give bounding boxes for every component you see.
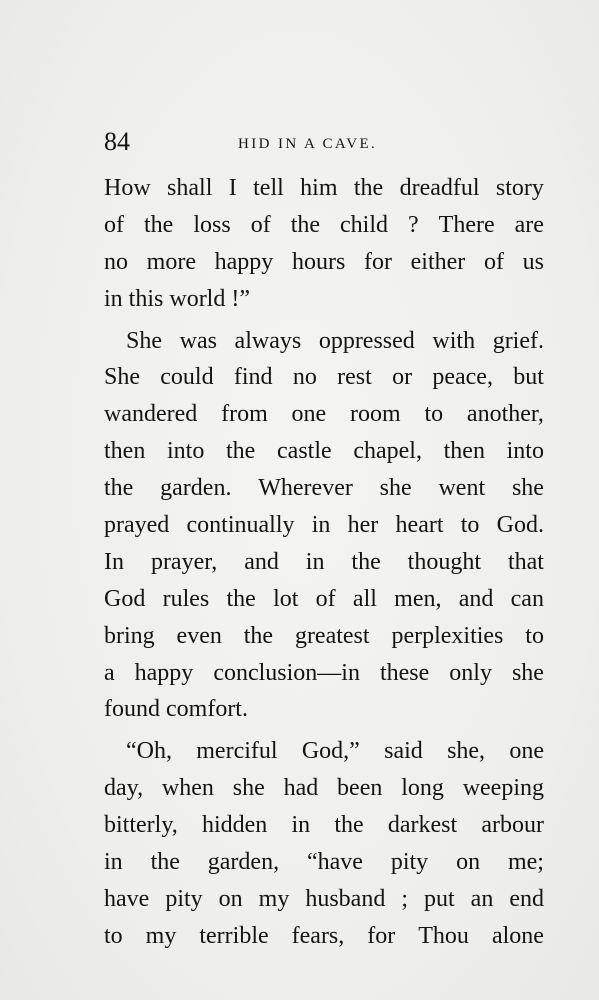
word: ; (401, 885, 408, 912)
word: to (104, 922, 123, 949)
word: room (349, 401, 401, 428)
word: rest (337, 364, 372, 391)
word: continually (186, 512, 295, 539)
word: in (311, 512, 331, 539)
word: “have (306, 849, 363, 876)
word: only (449, 659, 492, 686)
word: comfort. (166, 696, 248, 723)
text-line (104, 733, 544, 770)
word: the (243, 622, 274, 649)
word: the (150, 849, 180, 876)
word: the (290, 211, 321, 238)
word: had (283, 775, 319, 802)
word: always (234, 327, 302, 354)
word: put (424, 885, 455, 912)
word: God (104, 585, 146, 612)
word: How (104, 175, 151, 201)
word: this (128, 285, 164, 312)
text-line (104, 433, 544, 470)
word: story (495, 175, 544, 201)
word: but (513, 364, 544, 391)
word: tell (253, 175, 284, 201)
word: lot (273, 585, 299, 612)
word: she (511, 659, 544, 686)
word: went (438, 475, 486, 502)
word: no (292, 364, 317, 391)
word: terrible (199, 922, 269, 949)
word: arbour (481, 812, 544, 839)
word: “Oh, (126, 738, 172, 765)
word: God,” (301, 738, 360, 765)
word: shall (167, 175, 213, 201)
word: wandered (104, 401, 198, 428)
word: of (315, 585, 336, 612)
word: of (250, 211, 271, 238)
word: !” (231, 285, 251, 312)
word: one (509, 738, 544, 765)
word: more (146, 248, 196, 275)
word: into (506, 438, 544, 465)
word: she (379, 475, 412, 502)
word: rules (162, 585, 210, 612)
word: fears, (291, 922, 345, 949)
word: a (104, 659, 115, 686)
word: dreadful (399, 175, 480, 201)
word: could (160, 364, 214, 391)
word: even (176, 622, 222, 649)
word: husband (305, 885, 386, 912)
word: weeping (462, 775, 544, 802)
word: darkest (387, 812, 458, 839)
word: or (392, 364, 413, 391)
word: of (104, 211, 124, 238)
text-line (104, 691, 544, 728)
text-line (104, 244, 544, 281)
word: find (233, 364, 273, 391)
word: long (401, 775, 444, 802)
word: in (104, 285, 123, 312)
word: ? (408, 211, 419, 238)
word: perplexities (391, 622, 504, 649)
word: another, (466, 401, 544, 428)
word: to (424, 401, 444, 428)
word: garden, (207, 849, 280, 876)
word: pity (390, 849, 429, 876)
text-line (104, 359, 544, 396)
text-line (104, 323, 544, 360)
text-line (104, 507, 544, 544)
word: to (460, 512, 480, 539)
word: for (367, 922, 396, 949)
word: to (525, 622, 544, 649)
word: Thou (418, 922, 469, 949)
word: are (514, 211, 544, 238)
word: no (104, 248, 128, 275)
word: peace, (432, 364, 493, 391)
word: hidden (201, 812, 268, 839)
word: merciful (196, 738, 278, 765)
word: she, (447, 738, 486, 765)
text-line (104, 881, 544, 918)
body-text (104, 170, 544, 955)
word: into (167, 438, 205, 465)
word: for (364, 248, 392, 275)
word: castle (277, 438, 332, 465)
text-line (104, 581, 544, 618)
word: happy (214, 248, 274, 275)
word: prayed (104, 512, 170, 539)
text-line (104, 544, 544, 581)
word: my (258, 885, 290, 912)
word: can (510, 585, 544, 612)
word: garden. (160, 475, 232, 502)
word: world (169, 285, 226, 312)
word: bring (104, 622, 155, 649)
word: the (334, 812, 364, 839)
word: day, (104, 775, 144, 802)
word: men, (394, 585, 442, 612)
word: me; (507, 849, 544, 876)
word: conclusion—in (213, 659, 360, 686)
text-line (104, 396, 544, 433)
text-line (104, 470, 544, 507)
word: chapel, (353, 438, 422, 465)
word: said (384, 738, 423, 765)
word: thought (407, 548, 482, 575)
word: on (456, 849, 481, 876)
word: my (145, 922, 177, 949)
text-line (104, 770, 544, 807)
word: she (511, 475, 544, 502)
text-line (104, 807, 544, 844)
word: grief. (492, 327, 544, 354)
word: in (305, 548, 325, 575)
word: in (104, 849, 123, 876)
word: with (432, 327, 476, 354)
word: loss (193, 211, 231, 238)
word: Wherever (258, 475, 353, 502)
page-header (104, 124, 544, 160)
word: us (522, 248, 544, 275)
word: from (221, 401, 268, 428)
word: her (347, 512, 379, 539)
word: in (291, 812, 311, 839)
word: an (470, 885, 494, 912)
text-line (104, 170, 544, 207)
text-line (104, 281, 544, 318)
word: end (509, 885, 544, 912)
word: and (458, 585, 494, 612)
word: child (340, 211, 389, 238)
word: the (104, 475, 134, 502)
word: the (144, 211, 174, 238)
page-number: 84 (104, 127, 130, 156)
text-line (104, 618, 544, 655)
word: these (379, 659, 430, 686)
word: In (104, 548, 124, 575)
word: oppressed (318, 327, 415, 354)
word: was (179, 327, 217, 354)
word: been (337, 775, 383, 802)
word: one (291, 401, 327, 428)
word: God. (496, 512, 544, 539)
word: She (126, 327, 162, 354)
word: that (507, 548, 544, 575)
word: have (104, 885, 150, 912)
word: I (228, 175, 237, 201)
word: pity (165, 885, 203, 912)
text-line (104, 207, 544, 244)
word: then (443, 438, 485, 465)
text-line (104, 918, 544, 955)
word: prayer, (150, 548, 218, 575)
word: found (104, 696, 160, 723)
word: the (226, 585, 256, 612)
word: happy (134, 659, 194, 686)
word: heart (395, 512, 444, 539)
word: she (232, 775, 265, 802)
text-line (104, 655, 544, 692)
word: the (351, 548, 381, 575)
word: bitterly, (104, 812, 178, 839)
word: all (352, 585, 377, 612)
word: alone (491, 922, 544, 949)
text-line (104, 844, 544, 881)
running-title: HID IN A CAVE. (238, 136, 378, 152)
word: of (483, 248, 504, 275)
word: There (438, 211, 495, 238)
word: then (104, 438, 146, 465)
word: when (161, 775, 214, 802)
word: him (300, 175, 338, 201)
word: the (226, 438, 256, 465)
word: on (218, 885, 243, 912)
word: either (410, 248, 466, 275)
word: and (244, 548, 279, 575)
word: the (353, 175, 384, 201)
word: greatest (294, 622, 370, 649)
word: hours (291, 248, 346, 275)
word: She (104, 364, 140, 391)
